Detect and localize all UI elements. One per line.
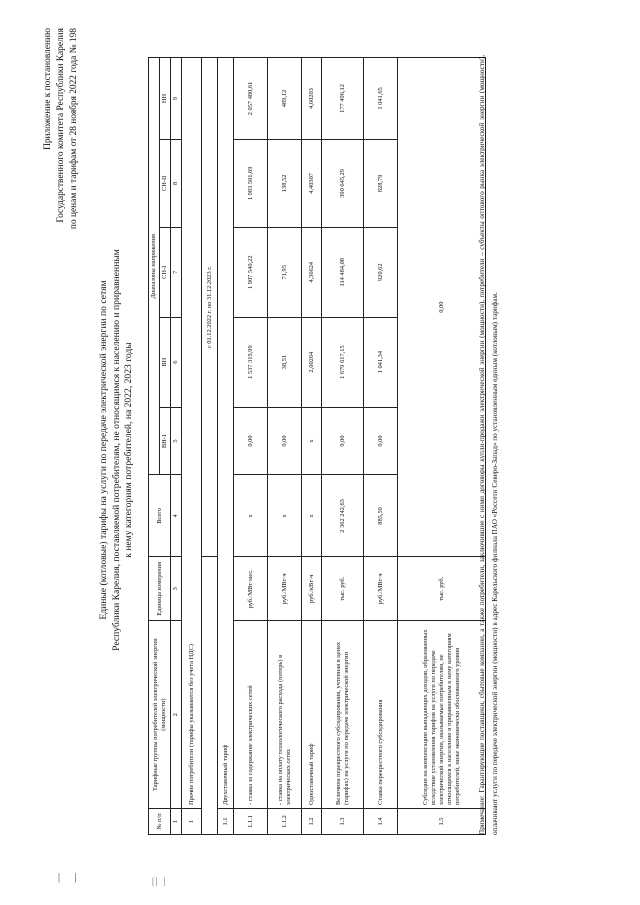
row-label: Прочие потребители (тарифы указываются без учета НДС) [182, 58, 202, 809]
index-cell: 1 [171, 809, 182, 835]
header-vn1: ВН-1 [160, 407, 171, 475]
header-row [149, 58, 160, 835]
cell-sn1: 1 907 540,22 [234, 227, 268, 317]
table-row [398, 58, 486, 835]
index-cell: 8 [171, 139, 182, 227]
row-num: 1 [182, 809, 202, 835]
row-num: 1.5 [398, 809, 486, 835]
tariff-table [148, 57, 486, 835]
cell-nn: 2 057 480,61 [234, 58, 268, 140]
header-line-3: по ценам и тарифам от 28 ноября 2022 года № 198 [69, 28, 79, 230]
cell-vn1: 0,00 [364, 407, 398, 475]
table-row [268, 58, 302, 835]
row-unit: тыс. руб. [398, 557, 486, 621]
row-num: 1.4 [364, 809, 398, 835]
header-nn: НН [160, 58, 171, 140]
header-num: № п/п [149, 809, 171, 835]
title-line-2: Республики Карелия, поставляемой потребителям, не относящимся к населению и приравненным [110, 249, 122, 651]
cell-sn1: 71,95 [268, 227, 302, 317]
header-sn1: СН-I [160, 227, 171, 317]
row-label: Двухставочный тариф [218, 58, 234, 809]
cell-nn: 4,60203 [302, 58, 322, 140]
header-ranges: Диапазоны напряжения [149, 58, 160, 475]
table-row [302, 58, 322, 835]
row-label: - ставка на оплату технологического расхода (потерь) в электрических сетях [268, 621, 302, 809]
cell-total: x [268, 475, 302, 557]
cell-total: 2 362 242,63 [322, 475, 364, 557]
index-cell: 4 [171, 475, 182, 557]
cell-sn1: 114 484,08 [322, 227, 364, 317]
header-group: Тарифные группы потребителей электрической энергии (мощности) [149, 621, 171, 809]
index-row [171, 58, 182, 835]
cell-subsidy-value: 0,00 [398, 58, 486, 557]
row-label: Субсидии на компенсацию выпадающих доходов, образованных вследствие установления тарифов на услуги по передаче электрической энергии, оказываемые потребителям, не относящимся к населению и приравненным к нему категориям потребителей, ниже экономически обоснованного уровня [398, 621, 486, 809]
table-row [322, 58, 364, 835]
cell-nn: 489,12 [268, 58, 302, 140]
period-label: с 01.12.2022 г. по 31.12.2023 г. [202, 58, 218, 557]
period-row [202, 58, 218, 835]
cell-vn1: 0,00 [234, 407, 268, 475]
row-unit: руб./МВт·мес. [234, 557, 268, 621]
row-num: 1.2 [302, 809, 322, 835]
cell-sn2: 828,79 [364, 139, 398, 227]
row-num: 1.3 [322, 809, 364, 835]
row-unit: руб./МВт·ч [268, 557, 302, 621]
index-cell: 9 [171, 58, 182, 140]
index-cell: 5 [171, 407, 182, 475]
cell-sn2: 138,52 [268, 139, 302, 227]
cell-vn1: 0,00 [268, 407, 302, 475]
index-cell: 3 [171, 557, 182, 621]
cell-sn2: 390 645,29 [322, 139, 364, 227]
cell-vn: 1 041,34 [364, 317, 398, 407]
title-line-3: к нему категориям потребителей, на 2022, 2023 годы [123, 342, 134, 558]
index-cell: 7 [171, 227, 182, 317]
scan-marks-2: || | [152, 876, 168, 886]
index-cell: 6 [171, 317, 182, 407]
table-row [182, 58, 202, 835]
cell-sn2: 1 983 501,69 [234, 139, 268, 227]
header-vn: ВН [160, 317, 171, 407]
header-sn2: СН-II [160, 139, 171, 227]
table-row [218, 58, 234, 835]
row-unit: руб./кВт·ч [302, 557, 322, 621]
cell-sn1: 920,62 [364, 227, 398, 317]
row-num: 1.1.2 [268, 809, 302, 835]
table-row [364, 58, 398, 835]
header-total: Всего [149, 475, 171, 557]
cell-total: x [234, 475, 268, 557]
cell-vn: 2,00264 [302, 317, 322, 407]
scan-marks: | | [58, 872, 83, 883]
row-label: Одноставочный тариф [302, 621, 322, 809]
header-line-1: Приложение к постановлению [43, 28, 53, 150]
index-cell: 2 [171, 621, 182, 809]
cell-total: 885,59 [364, 475, 398, 557]
footnote: Примечание: Гарантирующие поставщики, сбытовые компании, а также потребители, заключившие с ними договоры купли-продажи электрической энергии (мощности), потребители – субъекты оптового рынка электрической энергии (мощности), оплачивают услуги по передаче электрической энергии (мощности) в адрес Карельского филиала ПАО «Россети Северо-Запад» по установленным единым (котловым) тарифам. [478, 55, 499, 835]
header-unit: Единица измерения [149, 557, 171, 621]
row-label: Величина перекрестного субсидирования, учтенная в ценах (тарифах) на услуги по передаче электрической энергии [322, 621, 364, 809]
row-unit: тыс. руб. [322, 557, 364, 621]
row-num: 1.1.1 [234, 809, 268, 835]
cell-sn2: 4,40307 [302, 139, 322, 227]
table-row [234, 58, 268, 835]
row-label: Ставка перекрестного субсидирования [364, 621, 398, 809]
cell-sn1: 4,36624 [302, 227, 322, 317]
row-num: 1.1 [218, 809, 234, 835]
cell-vn: 1 679 617,15 [322, 317, 364, 407]
row-label: - ставка за содержание электрических сетей [234, 621, 268, 809]
cell-nn: 1 041,65 [364, 58, 398, 140]
title-line-1: Единые (котловые) тарифы на услуги по передаче электрической энергии по сетям [98, 280, 109, 620]
cell-nn: 177 496,12 [322, 58, 364, 140]
appendix-header [42, 28, 81, 348]
cell-total: x [302, 475, 322, 557]
header-line-2: Государственного комитета Республики Карелия [56, 28, 66, 223]
cell-vn1: 0,00 [322, 407, 364, 475]
document-title [98, 105, 136, 795]
cell-vn: 1 537 319,99 [234, 317, 268, 407]
row-unit: руб./МВт·ч [364, 557, 398, 621]
cell-vn1: x [302, 407, 322, 475]
cell-vn: 38,51 [268, 317, 302, 407]
